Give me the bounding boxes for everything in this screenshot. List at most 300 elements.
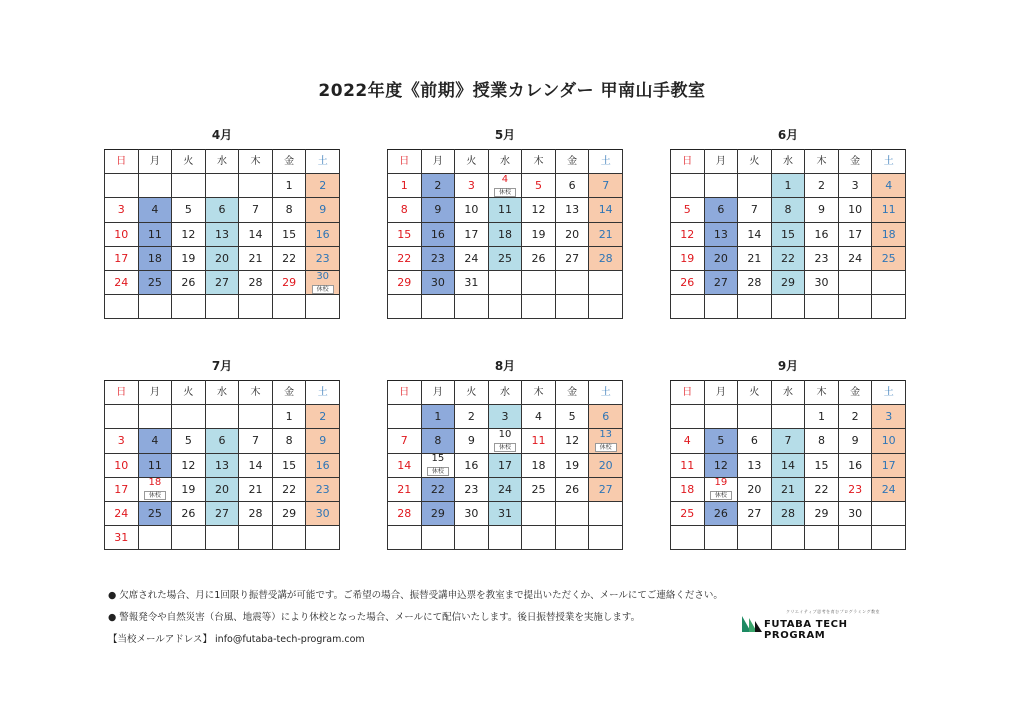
weekday-header: 日	[105, 381, 139, 405]
day-number: 6	[602, 410, 610, 424]
day-cell	[838, 246, 872, 270]
day-cell	[172, 198, 206, 222]
weekday-header: 金	[838, 150, 872, 174]
day-number: 17	[848, 227, 863, 241]
logo-subtitle: クリエイティブ思考を育むプログラミング教室	[786, 609, 881, 614]
day-cell	[838, 222, 872, 246]
weekday-header: 水	[488, 381, 522, 405]
calendar-grid	[670, 149, 906, 319]
day-number: 28	[248, 507, 263, 521]
day-number: 19	[714, 477, 728, 489]
day-number: 2	[467, 410, 475, 424]
day-cell	[589, 453, 623, 477]
empty-cell	[239, 295, 273, 319]
week-row	[388, 405, 623, 429]
note-makeup-lessons: ● 欠席された場合、月に1回限り振替受講が可能です。ご希望の場合、振替受講申込票を教室まで提出いただくか、メールにてご連絡ください。	[108, 590, 723, 601]
empty-cell	[205, 174, 239, 198]
day-cell	[105, 198, 139, 222]
month-label: 5月	[494, 128, 516, 142]
day-number: 5	[184, 434, 192, 448]
day-cell	[172, 453, 206, 477]
month-calendar-june	[670, 128, 906, 319]
week-row	[105, 429, 340, 453]
weekday-header: 火	[738, 381, 772, 405]
day-cell	[771, 222, 805, 246]
empty-cell	[455, 526, 489, 550]
month-calendar-september	[670, 359, 906, 550]
day-cell	[771, 246, 805, 270]
day-number: 5	[717, 434, 725, 448]
weekday-header: 水	[205, 150, 239, 174]
empty-cell	[239, 526, 273, 550]
day-number: 19	[181, 482, 196, 496]
day-cell	[272, 222, 306, 246]
empty-cell	[555, 526, 589, 550]
weekday-header: 土	[306, 381, 340, 405]
day-number: 1	[285, 410, 293, 424]
day-number: 20	[598, 458, 613, 472]
day-cell	[671, 222, 705, 246]
week-row	[671, 477, 906, 501]
day-number: 3	[117, 203, 125, 217]
day-number: 8	[400, 203, 408, 217]
day-number: 10	[881, 434, 896, 448]
day-cell	[421, 198, 455, 222]
day-number: 19	[181, 251, 196, 265]
day-number: 7	[602, 179, 610, 193]
day-cell	[738, 246, 772, 270]
day-number: 7	[750, 203, 758, 217]
day-cell	[555, 198, 589, 222]
weekday-header: 火	[455, 381, 489, 405]
day-number: 14	[397, 458, 412, 472]
day-cell	[872, 246, 906, 270]
weekday-header: 火	[738, 150, 772, 174]
empty-cell	[589, 501, 623, 525]
day-cell	[272, 405, 306, 429]
empty-cell	[738, 295, 772, 319]
week-row	[105, 270, 340, 294]
day-cell	[738, 198, 772, 222]
day-number: 16	[464, 458, 479, 472]
empty-cell	[421, 526, 455, 550]
day-cell	[138, 477, 172, 501]
empty-cell	[105, 405, 139, 429]
day-number: 2	[851, 410, 859, 424]
empty-cell	[522, 270, 556, 294]
day-number: 3	[467, 179, 475, 193]
day-number: 17	[881, 458, 896, 472]
week-row	[671, 222, 906, 246]
week-row	[671, 198, 906, 222]
day-cell	[589, 405, 623, 429]
day-cell	[671, 246, 705, 270]
day-number: 30	[848, 507, 863, 521]
week-row	[105, 295, 340, 319]
note-email: 【当校メールアドレス】 info@futaba-tech-program.com	[108, 634, 365, 645]
day-number: 21	[780, 482, 795, 496]
day-cell	[704, 501, 738, 525]
day-cell	[388, 174, 422, 198]
day-number: 30	[464, 507, 479, 521]
day-cell	[306, 429, 340, 453]
day-cell	[388, 477, 422, 501]
day-cell	[138, 501, 172, 525]
day-cell	[704, 270, 738, 294]
weekday-header: 木	[805, 150, 839, 174]
day-cell	[872, 429, 906, 453]
day-number: 18	[148, 477, 162, 489]
day-cell	[738, 222, 772, 246]
day-cell	[488, 429, 522, 453]
day-cell	[488, 222, 522, 246]
day-number: 31	[497, 507, 512, 521]
day-number: 18	[497, 227, 512, 241]
day-cell	[771, 453, 805, 477]
day-number: 24	[881, 482, 896, 496]
weekday-header: 水	[488, 150, 522, 174]
week-row	[388, 222, 623, 246]
weekday-header: 土	[872, 150, 906, 174]
day-cell	[805, 198, 839, 222]
day-number: 28	[780, 507, 795, 521]
day-cell	[105, 526, 139, 550]
day-number: 28	[248, 276, 263, 290]
day-cell	[172, 270, 206, 294]
day-cell	[138, 270, 172, 294]
day-cell	[455, 174, 489, 198]
day-number: 2	[319, 410, 327, 424]
empty-cell	[555, 270, 589, 294]
week-row	[388, 270, 623, 294]
day-number: 30	[315, 507, 330, 521]
day-cell	[421, 501, 455, 525]
week-row	[105, 246, 340, 270]
empty-cell	[105, 174, 139, 198]
day-cell	[589, 222, 623, 246]
day-number: 12	[680, 227, 695, 241]
empty-cell	[138, 295, 172, 319]
day-cell	[105, 429, 139, 453]
day-cell	[205, 198, 239, 222]
week-row	[105, 198, 340, 222]
month-calendar-april	[104, 128, 340, 319]
day-number: 26	[181, 507, 196, 521]
empty-cell	[589, 295, 623, 319]
day-cell	[671, 453, 705, 477]
day-cell	[738, 270, 772, 294]
day-cell	[771, 429, 805, 453]
day-number: 1	[400, 179, 408, 193]
day-number: 24	[114, 276, 129, 290]
calendar-grid	[104, 380, 340, 550]
empty-cell	[138, 405, 172, 429]
day-number: 17	[114, 482, 129, 496]
day-number: 6	[218, 203, 226, 217]
day-cell	[205, 429, 239, 453]
day-number: 6	[568, 179, 576, 193]
weekday-header: 火	[172, 150, 206, 174]
day-number: 21	[248, 251, 263, 265]
weekday-header: 日	[671, 381, 705, 405]
day-cell	[805, 222, 839, 246]
day-number: 13	[713, 227, 728, 241]
day-cell	[805, 174, 839, 198]
day-cell	[522, 405, 556, 429]
day-cell	[421, 222, 455, 246]
day-number: 4	[151, 203, 159, 217]
day-cell	[138, 429, 172, 453]
day-cell	[704, 198, 738, 222]
day-number: 1	[784, 179, 792, 193]
weekday-header: 月	[421, 150, 455, 174]
empty-cell	[704, 526, 738, 550]
day-cell	[239, 477, 273, 501]
day-number: 22	[282, 482, 297, 496]
day-number: 14	[248, 227, 263, 241]
day-cell	[272, 270, 306, 294]
day-cell	[488, 198, 522, 222]
weekday-header: 月	[421, 381, 455, 405]
day-cell	[704, 246, 738, 270]
day-number: 27	[214, 507, 229, 521]
empty-cell	[589, 270, 623, 294]
empty-cell	[738, 526, 772, 550]
empty-cell	[105, 295, 139, 319]
day-cell	[671, 477, 705, 501]
day-cell	[105, 246, 139, 270]
day-number: 24	[114, 507, 129, 521]
day-cell	[421, 405, 455, 429]
closed-badge: 休校	[710, 491, 732, 500]
day-cell	[455, 501, 489, 525]
day-cell	[388, 198, 422, 222]
day-cell	[522, 429, 556, 453]
day-cell	[306, 198, 340, 222]
day-number: 19	[531, 227, 546, 241]
day-number: 23	[848, 482, 863, 496]
page-title: 2022年度《前期》授業カレンダー 甲南山手教室	[318, 81, 706, 101]
day-number: 29	[814, 507, 829, 521]
day-cell	[589, 174, 623, 198]
day-cell	[671, 270, 705, 294]
day-cell	[838, 477, 872, 501]
day-cell	[455, 270, 489, 294]
empty-cell	[805, 526, 839, 550]
day-number: 10	[114, 458, 129, 472]
day-number: 1	[818, 410, 826, 424]
day-cell	[488, 477, 522, 501]
week-row	[671, 174, 906, 198]
day-cell	[488, 246, 522, 270]
day-cell	[205, 453, 239, 477]
day-number: 22	[814, 482, 829, 496]
week-row	[388, 429, 623, 453]
weekday-header: 金	[272, 381, 306, 405]
day-cell	[239, 270, 273, 294]
day-number: 15	[780, 227, 795, 241]
weekday-header: 金	[555, 381, 589, 405]
day-cell	[138, 222, 172, 246]
empty-cell	[205, 405, 239, 429]
day-number: 29	[430, 507, 445, 521]
day-number: 13	[599, 428, 613, 440]
day-number: 26	[181, 276, 196, 290]
week-row	[671, 501, 906, 525]
empty-cell	[838, 526, 872, 550]
day-number: 6	[717, 203, 725, 217]
day-cell	[704, 477, 738, 501]
day-cell	[771, 477, 805, 501]
day-cell	[205, 222, 239, 246]
day-number: 16	[315, 458, 330, 472]
day-cell	[805, 270, 839, 294]
month-label: 4月	[211, 128, 233, 142]
day-number: 10	[464, 203, 479, 217]
day-number: 25	[881, 251, 896, 265]
empty-cell	[771, 295, 805, 319]
weekday-header: 水	[771, 381, 805, 405]
day-cell	[522, 453, 556, 477]
empty-cell	[671, 526, 705, 550]
day-number: 9	[467, 434, 475, 448]
day-cell	[771, 174, 805, 198]
week-row	[388, 526, 623, 550]
weekday-header: 木	[239, 150, 273, 174]
day-number: 30	[316, 270, 330, 282]
day-cell	[555, 174, 589, 198]
day-cell	[872, 453, 906, 477]
day-cell	[306, 246, 340, 270]
day-number: 31	[464, 276, 479, 290]
week-row	[671, 295, 906, 319]
empty-cell	[872, 295, 906, 319]
day-cell	[172, 501, 206, 525]
day-cell	[555, 429, 589, 453]
weekday-header: 木	[522, 381, 556, 405]
day-cell	[455, 477, 489, 501]
day-number: 22	[282, 251, 297, 265]
day-number: 16	[315, 227, 330, 241]
day-cell	[306, 501, 340, 525]
day-cell	[205, 501, 239, 525]
day-number: 2	[434, 179, 442, 193]
empty-cell	[138, 174, 172, 198]
day-number: 17	[464, 227, 479, 241]
day-number: 25	[680, 507, 695, 521]
week-row	[671, 526, 906, 550]
week-row	[671, 453, 906, 477]
week-row	[388, 198, 623, 222]
day-number: 12	[531, 203, 546, 217]
day-number: 3	[851, 179, 859, 193]
day-cell	[838, 453, 872, 477]
weekday-header: 月	[138, 150, 172, 174]
empty-cell	[488, 526, 522, 550]
day-number: 11	[680, 458, 695, 472]
day-cell	[105, 270, 139, 294]
day-number: 8	[285, 434, 293, 448]
day-number: 6	[218, 434, 226, 448]
day-cell	[388, 246, 422, 270]
day-number: 22	[780, 251, 795, 265]
day-number: 25	[531, 482, 546, 496]
weekday-header: 月	[138, 381, 172, 405]
logo-name: FUTABA TECH PROGRAM	[764, 619, 848, 641]
weekday-header: 金	[555, 150, 589, 174]
day-number: 15	[282, 227, 297, 241]
day-number: 20	[214, 251, 229, 265]
empty-cell	[704, 405, 738, 429]
day-number: 29	[780, 276, 795, 290]
day-number: 1	[285, 179, 293, 193]
weekday-header: 水	[205, 381, 239, 405]
day-number: 31	[114, 531, 129, 545]
week-row	[105, 477, 340, 501]
day-number: 11	[881, 203, 896, 217]
day-number: 9	[434, 203, 442, 217]
day-number: 9	[851, 434, 859, 448]
month-label: 9月	[777, 359, 799, 373]
day-number: 23	[464, 482, 479, 496]
day-cell	[872, 405, 906, 429]
day-number: 23	[315, 251, 330, 265]
day-cell	[805, 477, 839, 501]
day-cell	[455, 405, 489, 429]
empty-cell	[388, 405, 422, 429]
day-number: 8	[784, 203, 792, 217]
day-number: 9	[319, 203, 327, 217]
day-number: 16	[848, 458, 863, 472]
week-row	[105, 222, 340, 246]
weekday-header-row	[671, 381, 906, 405]
week-row	[388, 295, 623, 319]
day-number: 4	[151, 434, 159, 448]
day-number: 8	[818, 434, 826, 448]
day-cell	[239, 453, 273, 477]
day-number: 15	[397, 227, 412, 241]
day-number: 27	[598, 482, 613, 496]
weekday-header: 土	[872, 381, 906, 405]
day-number: 16	[814, 227, 829, 241]
day-cell	[239, 222, 273, 246]
weekday-header-row	[388, 381, 623, 405]
day-cell	[838, 174, 872, 198]
week-row	[388, 174, 623, 198]
day-cell	[272, 174, 306, 198]
empty-cell	[522, 526, 556, 550]
day-cell	[805, 501, 839, 525]
day-number: 4	[683, 434, 691, 448]
day-cell	[838, 405, 872, 429]
day-number: 18	[881, 227, 896, 241]
empty-cell	[172, 526, 206, 550]
empty-cell	[738, 174, 772, 198]
day-cell	[671, 198, 705, 222]
empty-cell	[455, 295, 489, 319]
day-number: 21	[747, 251, 762, 265]
empty-cell	[872, 526, 906, 550]
day-cell	[421, 246, 455, 270]
day-number: 12	[565, 434, 580, 448]
day-number: 17	[497, 458, 512, 472]
empty-cell	[239, 174, 273, 198]
day-number: 29	[282, 276, 297, 290]
day-cell	[172, 222, 206, 246]
empty-cell	[172, 174, 206, 198]
week-row	[105, 405, 340, 429]
day-number: 6	[750, 434, 758, 448]
